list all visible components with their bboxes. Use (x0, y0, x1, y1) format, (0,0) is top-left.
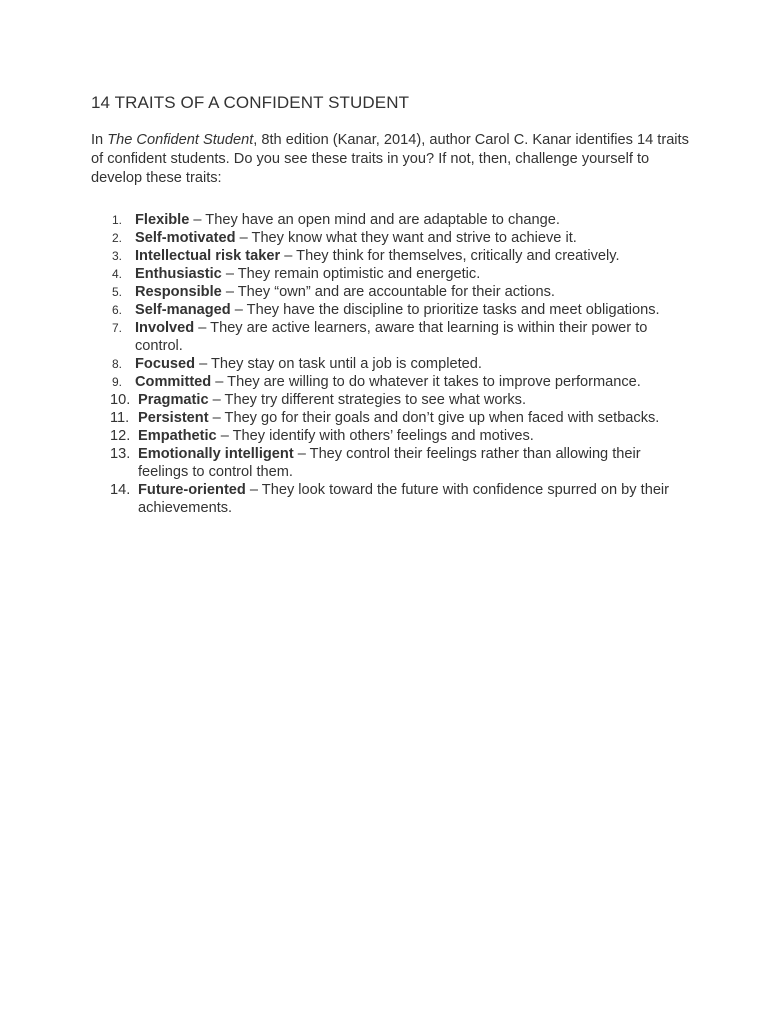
list-item (91, 355, 691, 373)
item-number: 11. (110, 410, 130, 426)
trait-description: – They are active learners, aware that learning is within their power to control. (135, 320, 648, 354)
trait-description: – They control their feelings rather than allowing their feelings to control them. (138, 446, 641, 480)
item-number: 10. (110, 392, 131, 408)
trait-description: – They are willing to do whatever it takes to improve performance. (211, 374, 641, 390)
trait-name: Persistent (138, 410, 209, 426)
trait-name: Enthusiastic (135, 266, 222, 282)
trait-description: – They know what they want and strive to achieve it. (235, 230, 577, 246)
item-number: 2. (112, 231, 123, 245)
item-number: 3. (112, 249, 123, 263)
trait-name: Involved (135, 320, 195, 336)
trait-description: – They stay on task until a job is completed. (195, 356, 482, 372)
traits-list (91, 211, 691, 517)
trait-name: Pragmatic (138, 392, 209, 408)
trait-description: – They have an open mind and are adaptable to change. (189, 212, 560, 228)
item-number: 14. (110, 482, 131, 498)
intro-prefix: In (91, 132, 108, 148)
list-item (91, 247, 691, 265)
trait-description: – They “own” and are accountable for their actions. (221, 284, 555, 300)
intro-text: , 8th edition (Kanar, 2014), author Carol C. Kanar identifies 14 traits of confident students. Do you see these traits in you? If not, then, challenge yourself to develop these traits: (91, 132, 689, 186)
intro-paragraph (91, 131, 691, 188)
item-number: 8. (112, 357, 123, 371)
trait-description: – They look toward the future with confidence spurred on by their achievements. (138, 482, 670, 516)
trait-description: – They go for their goals and don’t give up when faced with setbacks. (208, 410, 660, 426)
trait-description: – They try different strategies to see what works. (208, 392, 527, 408)
item-number: 9. (112, 375, 123, 389)
list-item (91, 229, 691, 247)
trait-name: Self-managed (135, 302, 231, 318)
page-title: 14 TRAITS OF A CONFIDENT STUDENT (91, 93, 410, 112)
list-item (91, 409, 691, 427)
trait-name: Focused (135, 356, 196, 372)
item-number: 7. (112, 321, 123, 335)
item-number: 4. (112, 267, 123, 281)
list-item (91, 265, 691, 283)
item-number: 13. (110, 446, 131, 462)
trait-name: Flexible (135, 212, 190, 228)
item-number: 1. (112, 213, 123, 227)
trait-name: Committed (135, 374, 212, 390)
list-item (91, 301, 691, 319)
trait-name: Empathetic (138, 428, 217, 444)
list-item (91, 391, 691, 409)
trait-description: – They identify with others’ feelings and motives. (216, 428, 534, 444)
trait-name: Responsible (135, 284, 222, 300)
trait-description: – They remain optimistic and energetic. (221, 266, 481, 282)
book-title: The Confident Student (107, 132, 254, 148)
list-item (91, 211, 691, 229)
trait-description: – They think for themselves, critically and creatively. (280, 248, 620, 264)
trait-name: Future-oriented (138, 482, 246, 498)
item-number: 5. (112, 285, 123, 299)
item-number: 6. (112, 303, 123, 317)
list-item (91, 373, 691, 391)
list-item (91, 427, 691, 445)
item-number: 12. (110, 428, 131, 444)
list-item (91, 445, 691, 481)
list-item (91, 283, 691, 301)
trait-name: Intellectual risk taker (135, 248, 281, 264)
trait-description: – They have the discipline to prioritize tasks and meet obligations. (230, 302, 660, 318)
trait-name: Emotionally intelligent (138, 446, 294, 462)
list-item (91, 319, 691, 355)
trait-name: Self-motivated (135, 230, 236, 246)
list-item (91, 481, 691, 517)
